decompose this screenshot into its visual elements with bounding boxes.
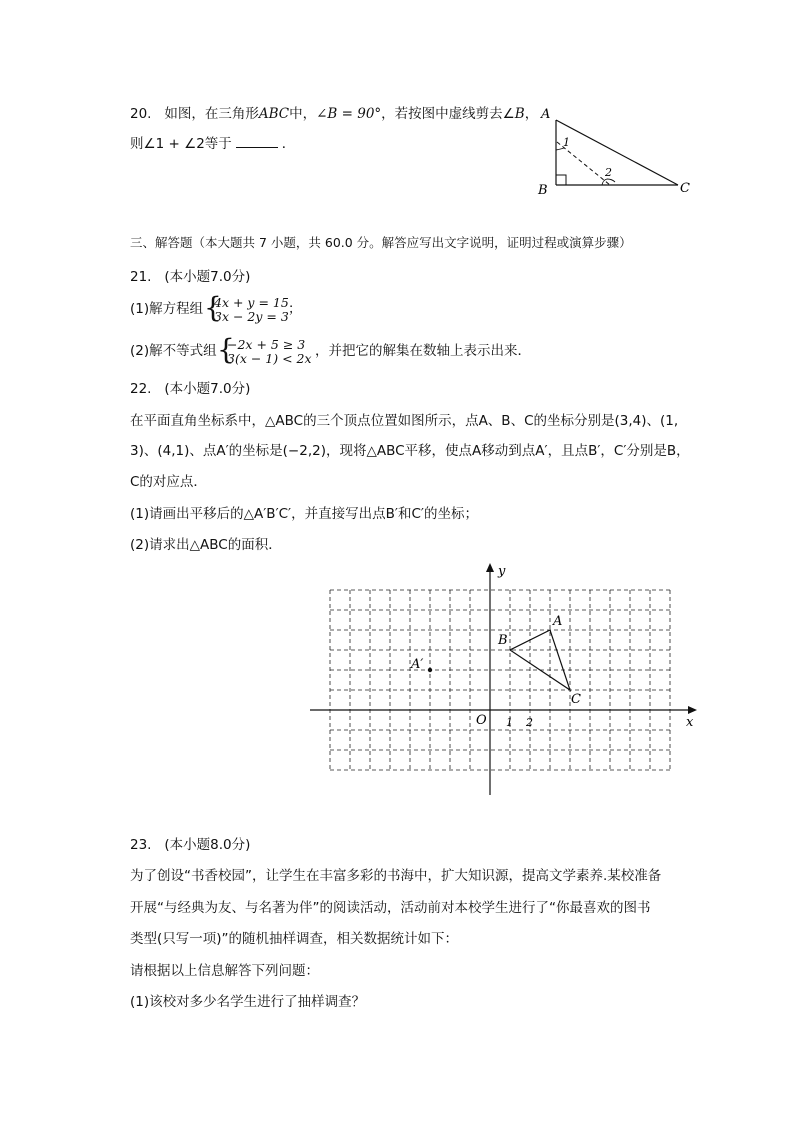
point-b-label: B xyxy=(498,633,508,648)
q21-p2-end: ，并把它的解集在数轴上表示出来． xyxy=(315,343,531,359)
q20-text-2: 中， xyxy=(289,106,317,122)
q20-number: 20. xyxy=(130,106,152,122)
q22-line5: (2)请求出△ABC的面积． xyxy=(130,537,282,553)
x-axis-label: x xyxy=(686,715,694,730)
section3-title: 三、解答题（本大题共 7 小题，共 60.0 分。解答应写出文字说明，证明过程或演算步骤） xyxy=(130,235,632,250)
q20-text-5: 则∠1 + ∠2等于 xyxy=(130,136,232,152)
q22-number: 22. xyxy=(130,381,152,397)
triangle-abc xyxy=(510,630,570,690)
tick-label-2: 2 xyxy=(526,716,533,729)
triangle-side-ac xyxy=(556,120,678,185)
q22-heading xyxy=(130,380,250,398)
q21-heading xyxy=(130,268,250,286)
q21-p1-eq1: 4x + y = 15 xyxy=(214,295,289,310)
point-a-prime xyxy=(428,668,432,672)
q21-p1-brace: { xyxy=(204,291,222,324)
tick-label-1: 1 xyxy=(506,716,513,729)
q22-score: (本小题7.0分) xyxy=(164,381,251,397)
q23-number: 23. xyxy=(130,837,152,853)
point-c-label: C xyxy=(571,692,581,707)
q21-p2-eq1: −2x + 5 ≥ 3 xyxy=(227,337,306,352)
q23-line3: 类型(只写一项)”的随机抽样调查，相关数据统计如下： xyxy=(130,931,459,947)
q21-p1-end: ； xyxy=(288,301,302,317)
point-a-label: A xyxy=(553,614,563,629)
q21-p2-equations xyxy=(227,338,312,366)
fig20-label-a: A xyxy=(541,107,551,122)
q21-number: 21. xyxy=(130,269,152,285)
q21-p1-label: (1)解方程组 xyxy=(130,301,204,317)
q23-line1: 为了创设“书香校园”，让学生在丰富多彩的书海中，扩大知识源，提高文学素养.某校准备 xyxy=(130,868,662,884)
q23-line2: 开展“与经典为友、与名著为伴”的阅读活动，活动前对本校学生进行了“你最喜欢的图书 xyxy=(130,900,651,916)
q20-text-4: ， xyxy=(524,106,539,122)
q22-coordinate-grid xyxy=(300,560,710,800)
grid-lines xyxy=(330,590,670,770)
y-axis-label: y xyxy=(498,564,506,579)
q22-line4: (1)请画出平移后的△A′B′C′，并直接写出点B′和C′的坐标； xyxy=(130,506,478,522)
y-axis-arrow xyxy=(486,563,494,572)
q20-b: B xyxy=(514,106,525,122)
q20-abc: ABC xyxy=(258,106,290,122)
fig20-angle-1: 1 xyxy=(563,136,570,149)
q21-p1-equations xyxy=(214,296,289,324)
q23-line5: (1)该校对多少名学生进行了抽样调查？ xyxy=(130,994,366,1010)
q22-line2: 3)、(4,1)、点A′的坐标是(−2,2)，现将△ABC平移，使点A移动到点A′，且点B′，C′分别是B， xyxy=(130,443,690,459)
fig20-label-b: B xyxy=(538,183,548,198)
q20-text-6: ． xyxy=(281,136,296,152)
q20-angle-b: ∠B = 90° xyxy=(316,106,382,122)
right-angle-mark xyxy=(556,175,566,185)
fig20-angle-2: 2 xyxy=(605,166,612,179)
q20-triangle-figure xyxy=(530,102,700,202)
q23-line4: 请根据以上信息解答下列问题： xyxy=(130,963,319,979)
q20-line2 xyxy=(130,135,295,153)
q22-line3: C的对应点． xyxy=(130,474,207,490)
q22-line1: 在平面直角坐标系中，△ABC的三个顶点位置如图所示，点A、B、C的坐标分别是(3,4)、(1, xyxy=(130,413,679,429)
q21-score: (本小题7.0分) xyxy=(164,269,251,285)
q21-p2-eq2: 3(x − 1) < 2x xyxy=(227,351,312,366)
q23-heading xyxy=(130,836,250,854)
point-a-prime-label: A′ xyxy=(411,657,424,672)
q20-text-1: 如图，在三角形 xyxy=(164,106,259,122)
fig20-label-c: C xyxy=(680,181,690,196)
q21-p2-brace: { xyxy=(217,333,235,366)
x-axis-arrow xyxy=(688,706,697,714)
q23-score: (本小题8.0分) xyxy=(164,837,251,853)
q20-text-3: ，若按图中虚线剪去∠ xyxy=(381,106,515,122)
q21-p2-label: (2)解不等式组 xyxy=(130,343,217,359)
origin-label: O xyxy=(476,713,487,728)
q21-p1-eq2: 3x − 2y = 3 xyxy=(214,309,289,324)
q20-answer-blank[interactable] xyxy=(236,135,278,148)
q20-line1 xyxy=(130,105,538,123)
